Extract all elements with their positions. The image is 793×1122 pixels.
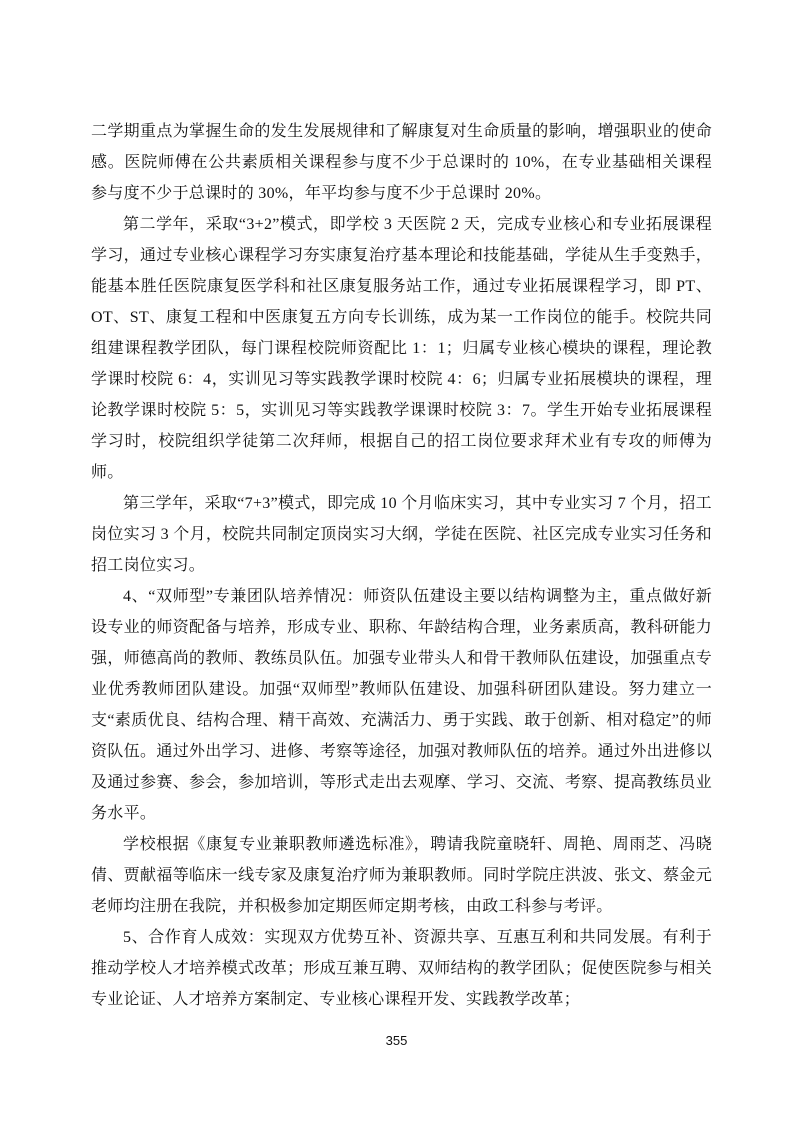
paragraph-item-5-cooperation-results: 5、合作育人成效：实现双方优势互补、资源共享、互惠互利和共同发展。有利于推动学校人才培养模式改革；形成互兼互聘、双师结构的教学团队；促使医院参与相关专业论证、人才培养方案制定、专业核心课程开发、实践教学改革； (91, 929, 712, 1008)
paragraph-part-time-teachers: 学校根据《康复专业兼职教师遴选标准》，聘请我院童晓轩、周艳、周雨芝、冯晓倩、贾献福等临床一线专家及康复治疗师为兼职教师。同时学院庄洪波、张文、蔡金元老师均注册在我院，并积极参加定期医师定期考核，由政工科参与考评。 (91, 836, 712, 915)
text-block (91, 116, 712, 1015)
paragraph-item-4-dual-teacher-team: 4、“双师型”专兼团队培养情况：师资队伍建设主要以结构调整为主，重点做好新设专业的师资配备与培养，形成专业、职称、年龄结构合理，业务素质高，教科研能力强，师德高尚的教师、教练员队伍。加强专业带头人和骨干教师队伍建设，加强重点专业优秀教师团队建设。加强“双师型”教师队伍建设、加强科研团队建设。努力建立一支“素质优良、结构合理、精干高效、充满活力、勇于实践、敢于创新、相对稳定”的师资队伍。通过外出学习、进修、考察等途径，加强对教师队伍的培养。通过外出进修以及通过参赛、参会，参加培训，等形式走出去观摩、学习、交流、考察、提高教练员业务水平。 (91, 588, 712, 822)
paragraph-continuation: 二学期重点为掌握生命的发生发展规律和了解康复对生命质量的影响，增强职业的使命感。医院师傅在公共素质相关课程参与度不少于总课时的 10%，在专业基础相关课程参与度不少于总课时的 30%，年平均参与度不少于总课时 20%。 (91, 123, 712, 202)
page-number: 355 (385, 1033, 408, 1048)
paragraph-third-year: 第三学年，采取“7+3”模式，即完成 10 个月临床实习，其中专业实习 7 个月，招工岗位实习 3 个月，校院共同制定顶岗实习大纲，学徒在医院、社区完成专业实习任务和招工岗位实习。 (91, 495, 712, 574)
paragraph-second-year: 第二学年，采取“3+2”模式，即学校 3 天医院 2 天，完成专业核心和专业拓展课程学习，通过专业核心课程学习夯实康复治疗基本理论和技能基础，学徒从生手变熟手，能基本胜任医院康复医学科和社区康复服务站工作，通过专业拓展课程学习，即 PT、OT、ST、康复工程和中医康复五方向专长训练，成为某一工作岗位的能手。校院共同组建课程教学团队，每门课程校院师资配比 1：1；归属专业核心模块的课程，理论教学课时校院 6：4，实训见习等实践教学课时校院 4：6；归属专业拓展模块的课程，理论教学课时校院 5：5，实训见习等实践教学课课时校院 3：7。学生开始专业拓展课程学习时，校院组织学徒第二次拜师，根据自己的招工岗位要求拜术业有专攻的师傅为师。 (91, 216, 712, 481)
